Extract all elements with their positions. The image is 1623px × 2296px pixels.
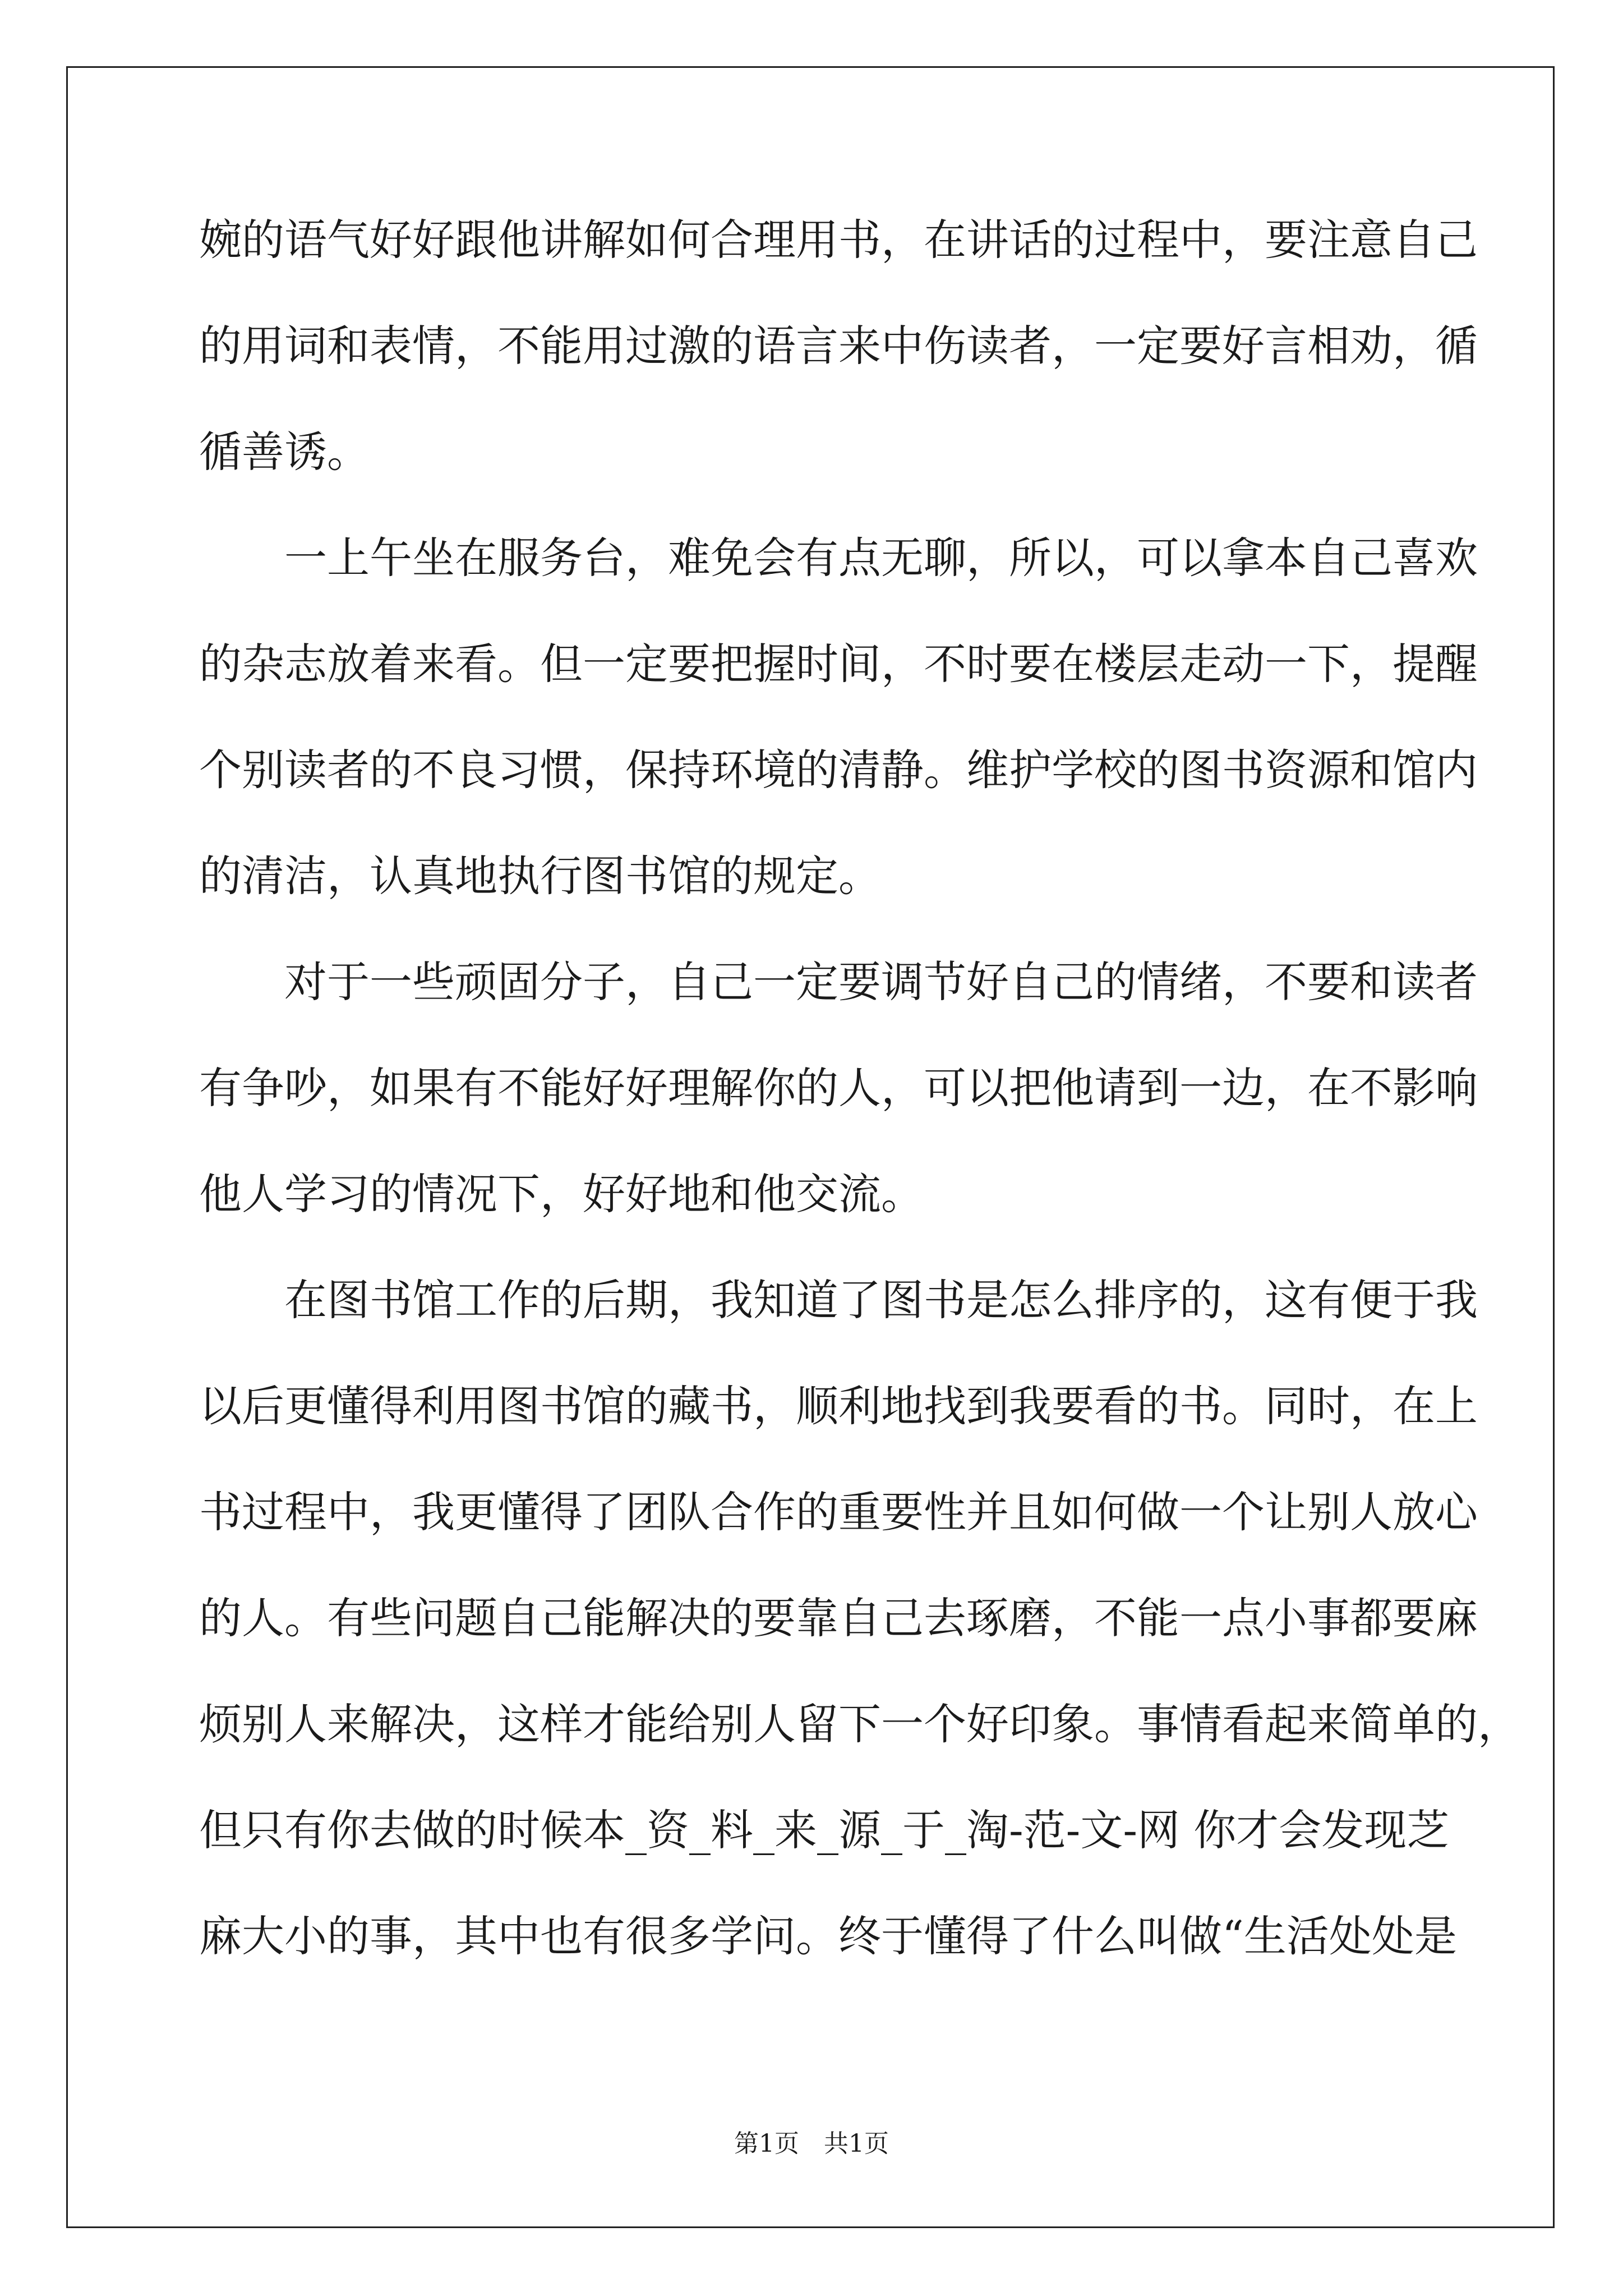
text-line: 的清洁，认真地执行图书馆的规定。 [199,851,881,901]
text-line: 的人。有些问题自己能解决的要靠自己去琢磨，不能一点小事都要麻 [199,1593,1478,1643]
document-body [199,213,1520,2016]
text-line: 有争吵，如果有不能好好理解你的人，可以把他请到一边，在不影响 [199,1063,1478,1113]
text-line: 他人学习的情况下，好好地和他交流。 [199,1169,924,1219]
text-line: 以后更懂得利用图书馆的藏书，顺利地找到我要看的书。同时，在上 [199,1381,1478,1431]
text-line: 循善诱。 [199,427,370,477]
text-line: 婉的语气好好跟他讲解如何合理用书，在讲话的过程中，要注意自己 [199,215,1478,265]
text-line: 在图书馆工作的后期，我知道了图书是怎么排序的，这有便于我 [199,1275,1478,1325]
text-line: 麻大小的事，其中也有很多学问。终于懂得了什么叫做“生活处处是 [199,1911,1457,1961]
text-line: 的杂志放着来看。但一定要把握时间，不时要在楼层走动一下，提醒 [199,639,1478,689]
text-line: 的用词和表情，不能用过激的语言来中伤读者，一定要好言相劝，循 [199,321,1478,371]
text-line: 但只有你去做的时候本_资_料_来_源_于_淘-范-文-网 你才会发现芝 [199,1805,1450,1855]
text-line: 一上午坐在服务台，难免会有点无聊，所以，可以拿本自己喜欢 [199,533,1478,583]
text-line: 烦别人来解决，这样才能给别人留下一个好印象。事情看起来简单的， [199,1699,1520,1749]
page-number-footer: 第1页 共1页 [734,2129,889,2158]
text-line: 个别读者的不良习惯，保持环境的清静。维护学校的图书资源和馆内 [199,745,1478,795]
text-line: 书过程中，我更懂得了团队合作的重要性并且如何做一个让别人放心 [199,1487,1478,1537]
text-line: 对于一些顽固分子，自己一定要调节好自己的情绪，不要和读者 [199,957,1478,1007]
